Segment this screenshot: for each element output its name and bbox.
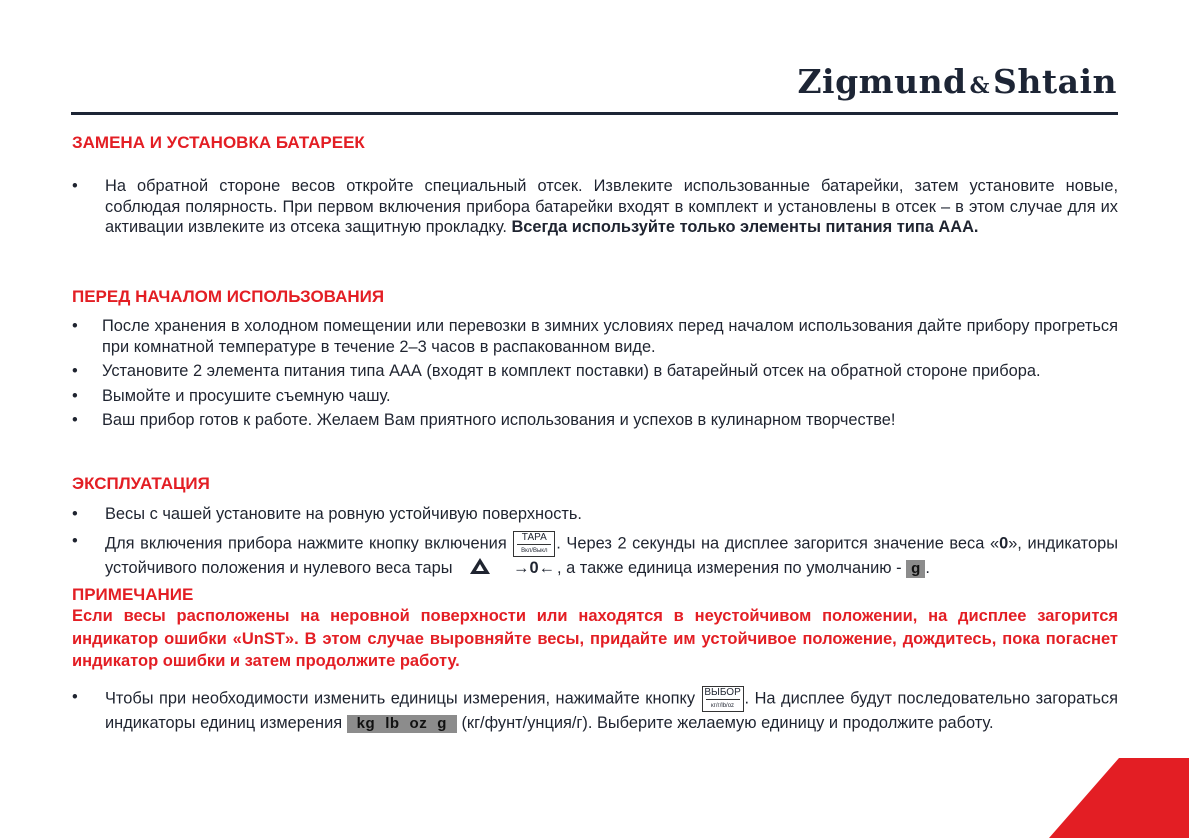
bullet: •: [72, 688, 78, 706]
battery-text: На обратной стороне весов откройте специальный отсек. Извлеките использованные батарейки, затем установите новые, соблюдая полярность. При первом включения прибора батарейки входят в комплект и установлены в отсек – в этом случае для их активации извлеките из отсека защитную прокладку.: [105, 177, 1118, 236]
zero-value: 0: [999, 533, 1009, 552]
list-item-text: Весы с чашей установите на ровную устойчивую поверхность.: [105, 505, 582, 523]
unit-oz: oz: [409, 715, 428, 732]
bullet: •: [72, 362, 78, 380]
units-text-1: Чтобы при необходимости изменить единицы измерения, нажимайте кнопку: [105, 689, 696, 708]
logo-right: Shtain: [993, 62, 1117, 101]
corner-decoration: [1049, 758, 1189, 838]
units-list: [72, 686, 1118, 735]
section-title-before-use: ПЕРЕД НАЧАЛОМ ИСПОЛЬЗОВАНИЯ: [72, 287, 385, 306]
unit-kg: kg: [356, 715, 376, 732]
bullet: •: [72, 505, 78, 523]
section-title-operation: ЭКСПЛУАТАЦИЯ: [72, 474, 210, 493]
bullet: •: [72, 386, 78, 405]
power-text-4: , а также единица измерения по умолчанию -: [556, 558, 907, 577]
logo-ampersand: &: [969, 73, 991, 99]
unit-lb: lb: [385, 715, 400, 732]
before-use-list: [72, 316, 1118, 431]
battery-list: [72, 176, 1118, 238]
note-text: Если весы расположены на неровной поверхности или находятся в неустойчивом положении, на дисплее загорится индикатор ошибки «UnST». В этом случае выровняйте весы, придайте им устойчивое положение, дождитесь, пока погаснет индикатор ошибки и затем продолжите работу.: [72, 607, 1118, 670]
power-text-1: Для включения прибора нажмите кнопку включения: [105, 533, 507, 552]
list-item: [72, 686, 1118, 735]
bullet: •: [72, 317, 78, 335]
list-item-text: После хранения в холодном помещении или перевозки в зимних условиях перед началом использования дайте прибору прогреться при комнатной температуре в течение 2–3 часов в распакованном виде.: [102, 317, 1118, 356]
note-block: [72, 605, 1118, 673]
list-item: [72, 361, 1118, 382]
list-item-text: Ваш прибор готов к работе. Желаем Вам приятного использования и успехов в кулинарном творчестве!: [102, 411, 896, 429]
list-item: [72, 316, 1118, 357]
brand-logo: [797, 62, 1117, 101]
select-unit-key: [702, 686, 744, 712]
bullet: •: [72, 177, 78, 195]
tara-key-sublabel: Вкл/Выкл: [521, 547, 548, 554]
logo-left: Zigmund: [797, 62, 967, 101]
bullet: •: [72, 411, 78, 429]
tara-power-key: [513, 531, 555, 557]
select-key-sublabel: кг/г/lb/oz: [711, 703, 735, 709]
header-rule: [71, 112, 1118, 115]
select-key-label: ВЫБОР: [704, 687, 741, 698]
power-text-2: . Через 2 секунды на дисплее загорится значение веса «: [556, 533, 1000, 552]
units-display: [347, 715, 457, 733]
bullet: •: [72, 531, 78, 550]
section-title-note: ПРИМЕЧАНИЕ: [72, 585, 194, 604]
section-title-battery: ЗАМЕНА И УСТАНОВКА БАТАРЕЕК: [72, 133, 365, 152]
list-item: [72, 176, 1118, 238]
unit-g: g: [437, 715, 447, 732]
tara-key-label: ТАРА: [521, 531, 547, 543]
list-item: [72, 504, 1118, 525]
operation-list: [72, 504, 1118, 580]
zero-indicator: →0←: [513, 558, 555, 577]
units-text-2: . На дисплее будут последовательно загораться индикаторы единиц измерения: [105, 689, 1118, 732]
battery-bold-text: Всегда используйте только элементы питания типа ААА.: [511, 218, 979, 236]
list-item: [72, 531, 1118, 581]
list-item-text: Вымойте и просушите съемную чашу.: [102, 386, 391, 405]
power-text-3: », индикаторы устойчивого положения и нулевого веса тары: [105, 533, 1118, 577]
list-item: [72, 410, 1118, 431]
default-unit-display: g: [906, 560, 925, 578]
units-text-3: (кг/фунт/унция/г). Выберите желаемую единицу и продолжите работу.: [461, 714, 994, 732]
list-item: [72, 386, 1118, 407]
list-item-text: Установите 2 элемента питания типа ААА (входят в комплект поставки) в батарейный отсек на обратной стороне прибора.: [102, 362, 1041, 380]
power-text-end: .: [925, 558, 930, 577]
stable-indicator-icon: [469, 557, 491, 581]
